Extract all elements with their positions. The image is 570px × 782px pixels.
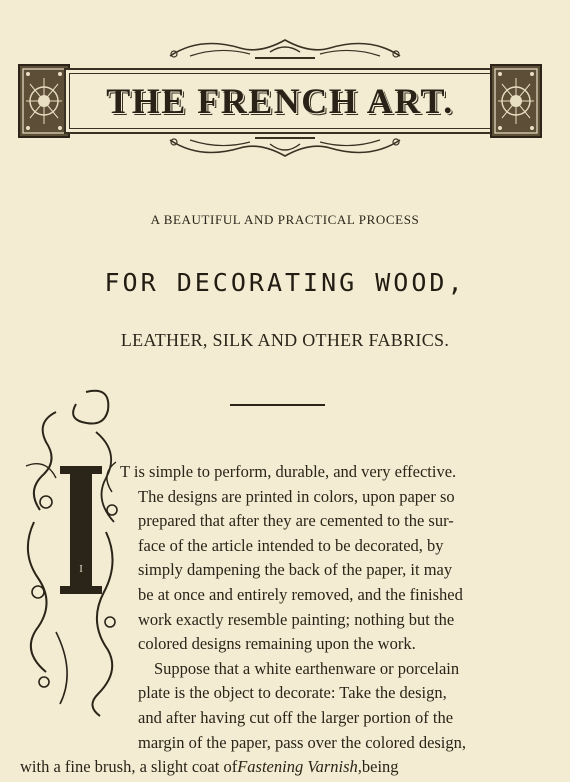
right-corner-ornament — [490, 64, 542, 138]
subtitle-fabrics: LEATHER, SILK AND OTHER FABRICS. — [120, 330, 450, 350]
top-flourish-ornament — [160, 34, 410, 62]
bottom-flourish-ornament — [160, 134, 410, 162]
fastening-varnish-term: Fastening Varnish, — [237, 757, 362, 777]
text-line: The designs are printed in colors, upon paper so — [138, 486, 455, 506]
title-frame — [64, 68, 496, 134]
text-line: plate is the object to decorate: Take the design, — [138, 683, 447, 703]
drop-cap-letter: I — [79, 564, 83, 575]
text-line: colored designs remaining upon the work. — [138, 634, 416, 654]
text-line: be at once and entirely removed, and the finished — [138, 584, 463, 604]
text-line: with a fine brush, a slight coat ofFastening Varnish,being — [20, 755, 544, 780]
subtitle-decorating-wood: FOR DECORATING WOOD, — [104, 268, 466, 297]
text-line: simply dampening the back of the paper, it may — [138, 560, 453, 580]
body-paragraphs — [20, 460, 544, 780]
text-line: margin of the paper, pass over the colored design, — [138, 732, 467, 752]
section-divider — [230, 404, 325, 406]
text-line: face of the article intended to be decorated, by — [138, 535, 444, 555]
left-corner-ornament — [18, 64, 70, 138]
text-line: prepared that after they are cemented to the sur- — [138, 511, 454, 531]
text-line: T is simple to perform, durable, and very effective. — [120, 462, 457, 481]
text-line: Suppose that a white earthenware or porcelain — [154, 658, 460, 678]
text-line: and after having cut off the larger portion of the — [138, 707, 454, 727]
title-banner — [18, 64, 542, 136]
text-line: work exactly resemble painting; nothing but the — [138, 609, 455, 629]
page-title: THE FRENCH ART. — [106, 81, 454, 121]
subtitle-process: A BEAUTIFUL AND PRACTICAL PROCESS — [150, 212, 420, 227]
